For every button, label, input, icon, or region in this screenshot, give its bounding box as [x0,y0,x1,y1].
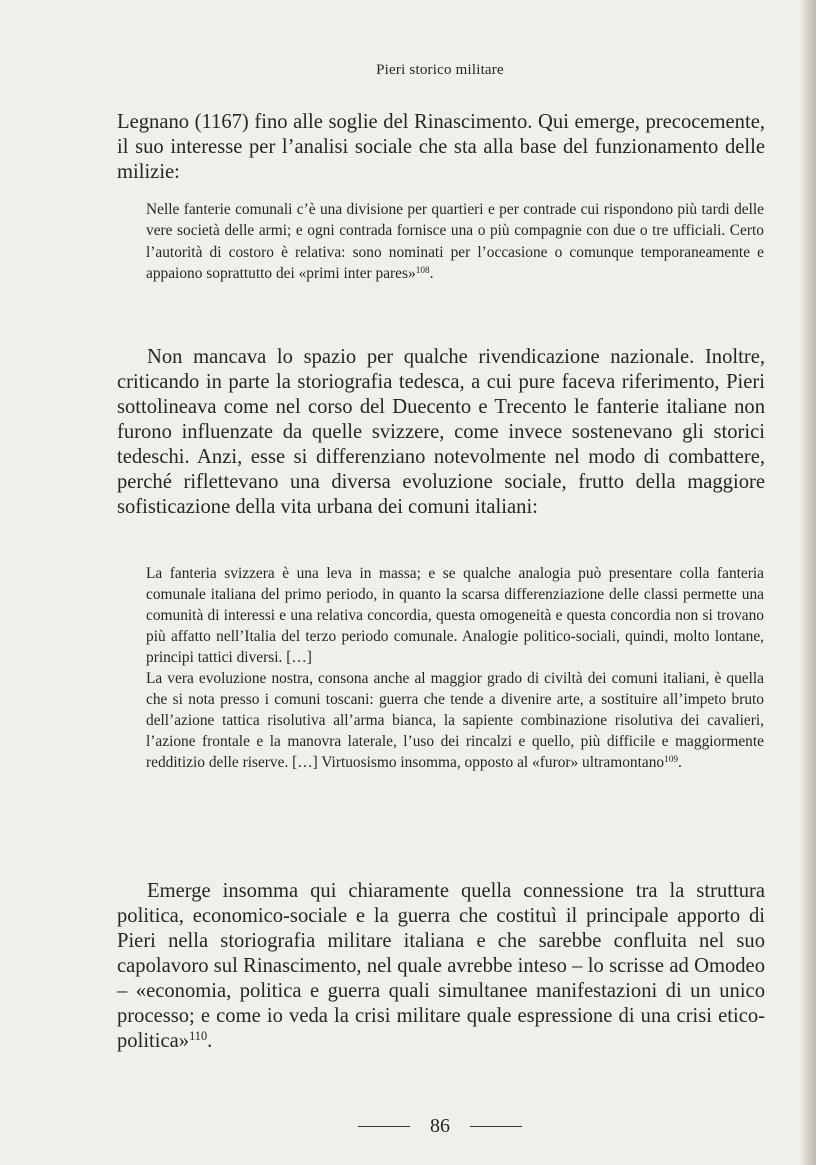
body-paragraph-1 [117,110,765,185]
block-quote-2 [146,563,764,773]
paragraph-text: Non mancava lo spazio per qualche rivendicazione nazionale. Inoltre, criticando in parte la storiografia tedesca, a cui pure faceva riferimento, Pieri sottolineava come nel corso del Duecento e Trecento le fanterie italiane non furono influenzate da quelle svizzere, come invece sostenevano gli storici tedeschi. Anzi, esse si differenziano notevolmente nel modo di combattere, perché riflettevano una diversa evoluzione sociale, frutto della maggiore sofisticazione della vita urbana dei comuni italiani: [117,346,765,518]
page-edge-shadow [800,0,816,1165]
paragraph-end-punct: . [207,1030,213,1052]
footer-rule-right [470,1126,522,1127]
quote-paragraph [146,199,764,284]
quote-paragraph-1: La fanteria svizzera è una leva in massa; e se qualche analogia può presentare colla fanteria comunale italiana del primo periodo, in quanto la scarsa differenziazione delle classi permette una comunità di interessi e una relativa concordia, questa omogeneità e questa concordia non si trovano più affatto nell’Italia del terzo periodo comunale. Analogie politico-sociali, quindi, molto lontane, principi tattici diversi. […] [146,565,764,666]
page-number: 86 [430,1115,450,1137]
running-head: Pieri storico militare [376,62,504,78]
quote-end-punct: . [429,264,434,282]
quote-text: La vera evoluzione nostra, consona anche al maggior grado di civiltà dei comuni italiani, è quella che si nota presso i comuni toscani: guerra che tende a divenire arte, a sostituire all’impeto bruto dell’azione tattica risolutiva all’arma bianca, la sapiente combinazione risolutiva dei cavalieri, l’azione frontale e la manovra laterale, l’uso dei rincalzi e quello, più difficile e maggiormente redditizio delle riserve. […] Virtuosismo insomma, opposto al «furor» ultramontano [146,670,764,771]
footnote-ref-108[interactable]: 108 [415,264,430,275]
block-quote-1 [146,199,764,284]
paragraph-text: Legnano (1167) fino alle soglie del Rinascimento. Qui emerge, precocemente, il suo interesse per l’analisi sociale che sta alla base del funzionamento delle milizie: [117,111,765,183]
quote-paragraph-2 [146,668,764,773]
footnote-ref-110[interactable]: 110 [189,1029,208,1044]
body-paragraph-3 [117,879,765,1054]
footnote-ref-109[interactable]: 109 [664,753,678,764]
footer-rule-left [358,1126,410,1127]
body-paragraph-2 [117,345,765,520]
page-footer [0,1115,816,1138]
quote-end-punct: . [678,754,682,771]
quote-text: Nelle fanterie comunali c’è una divisione per quartieri e per contrade cui rispondono più tardi delle vere società delle armi; e ogni contrada fornisce una o più compagnie con due o tre ufficiali. Certo l’autorità di costoro è relativa: sono nominati per l’occasione o comunque temporaneamente e appaiono soprattutto dei «primi inter pares» [146,201,764,282]
paragraph-text: Emerge insomma qui chiaramente quella connessione tra la struttura politica, economico-sociale e la guerra che costituì il principale apporto di Pieri nella storiografia militare italiana e che sarebbe confluita nel suo capolavoro sul Rinascimento, nel quale avrebbe inteso – lo scrisse ad Omodeo – «economia, politica e guerra quali simultanee manifestazioni di un unico processo; e come io veda la crisi militare quale espressione di una crisi etico-politica» [117,880,765,1052]
